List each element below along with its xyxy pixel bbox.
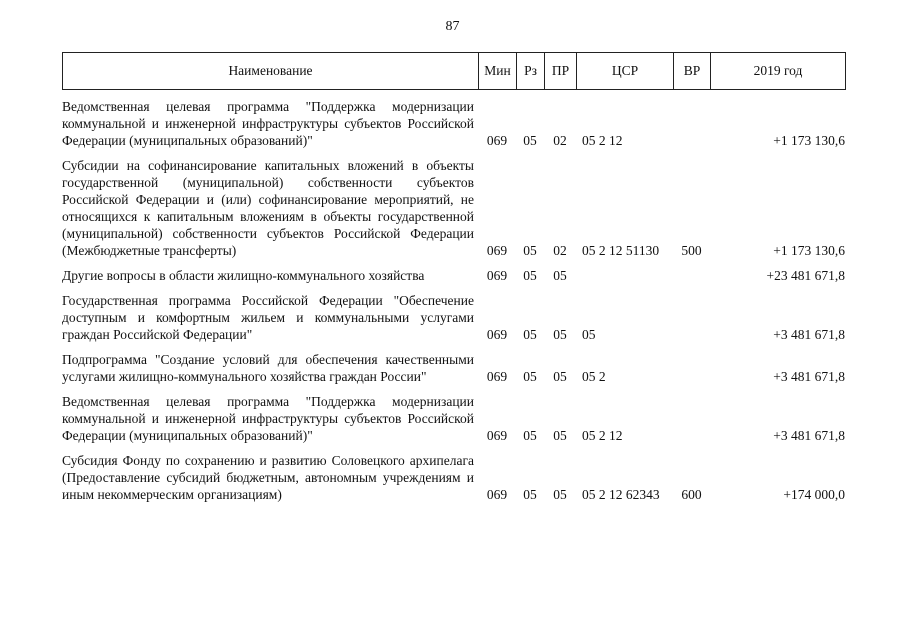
row-rz: 05 <box>523 487 537 502</box>
row-pr: 02 <box>553 243 567 258</box>
table-row <box>62 452 845 511</box>
row-amount: +3 481 671,8 <box>773 428 845 443</box>
table-row <box>62 393 845 452</box>
header-year: 2019 год <box>711 53 846 90</box>
row-csr: 05 2 12 <box>582 428 623 443</box>
row-name: Государственная программа Российской Федерации "Обеспечение доступным и комфортным жильем и коммунальными услугами граждан Российской Федерации" <box>62 293 474 342</box>
row-csr: 05 2 <box>582 369 606 384</box>
header-pr: ПР <box>545 53 577 90</box>
table-row <box>62 351 845 393</box>
row-rz: 05 <box>523 428 537 443</box>
row-amount: +3 481 671,8 <box>773 327 845 342</box>
row-min: 069 <box>486 327 508 342</box>
row-vr <box>673 351 710 393</box>
row-csr: 05 2 12 62343 <box>582 487 660 502</box>
table-row <box>62 157 845 267</box>
row-amount: +174 000,0 <box>783 487 845 502</box>
table-row <box>62 267 845 292</box>
header-csr: ЦСР <box>577 53 674 90</box>
row-rz: 05 <box>523 327 537 342</box>
header-rz: Рз <box>517 53 545 90</box>
row-vr <box>673 98 710 157</box>
row-name: Субсидии на софинансирование капитальных вложений в объекты государственной (муниципальной) собственности субъектов Российской Федерации и (или) софинансирование мероприятий, не относящихся к капитальным вложениям в объекты государственной (муниципальной) собственности субъектов Российской Федерации (Межбюджетные трансферты) <box>62 158 474 258</box>
row-pr: 05 <box>553 428 567 443</box>
row-pr: 02 <box>553 133 567 148</box>
row-amount: +1 173 130,6 <box>773 243 845 258</box>
row-min: 069 <box>486 428 508 443</box>
row-name: Субсидия Фонду по сохранению и развитию Соловецкого архипелага (Предоставление субсидий бюджетным, автономным учреждениям и иным некоммерческим организациям) <box>62 453 474 502</box>
table-header <box>62 52 846 90</box>
table-row <box>62 292 845 351</box>
row-amount: +23 481 671,8 <box>766 268 845 283</box>
row-pr: 05 <box>553 327 567 342</box>
row-rz: 05 <box>523 133 537 148</box>
header-min: Мин <box>479 53 517 90</box>
row-vr <box>673 292 710 351</box>
row-rz: 05 <box>523 268 537 283</box>
table-row <box>62 98 845 157</box>
row-min: 069 <box>486 268 508 283</box>
row-name: Ведомственная целевая программа "Поддержка модернизации коммунальной и инженерной инфраструктуры субъектов Российской Федерации (муниципальных образований)" <box>62 394 474 443</box>
row-pr: 05 <box>553 268 567 283</box>
row-min: 069 <box>486 369 508 384</box>
row-min: 069 <box>486 487 508 502</box>
row-csr: 05 2 12 51130 <box>582 243 660 258</box>
row-name: Другие вопросы в области жилищно-коммунального хозяйства <box>62 268 425 283</box>
row-amount: +3 481 671,8 <box>773 369 845 384</box>
row-vr <box>673 267 710 292</box>
header-name: Наименование <box>63 53 479 90</box>
row-rz: 05 <box>523 369 537 384</box>
row-min: 069 <box>486 133 508 148</box>
row-csr: 05 <box>582 327 596 342</box>
row-name: Ведомственная целевая программа "Поддержка модернизации коммунальной и инженерной инфраструктуры субъектов Российской Федерации (муниципальных образований)" <box>62 99 474 148</box>
row-csr <box>576 267 673 292</box>
row-csr: 05 2 12 <box>582 133 623 148</box>
row-vr <box>673 393 710 452</box>
row-amount: +1 173 130,6 <box>773 133 845 148</box>
header-vr: ВР <box>674 53 711 90</box>
row-min: 069 <box>486 243 508 258</box>
row-vr: 500 <box>681 243 702 258</box>
page-number: 87 <box>445 19 460 34</box>
row-name: Подпрограмма "Создание условий для обеспечения качественными услугами жилищно-коммунального хозяйства граждан России" <box>62 352 474 384</box>
budget-table <box>62 98 845 511</box>
row-rz: 05 <box>523 243 537 258</box>
row-vr: 600 <box>681 487 702 502</box>
row-pr: 05 <box>553 369 567 384</box>
row-pr: 05 <box>553 487 567 502</box>
